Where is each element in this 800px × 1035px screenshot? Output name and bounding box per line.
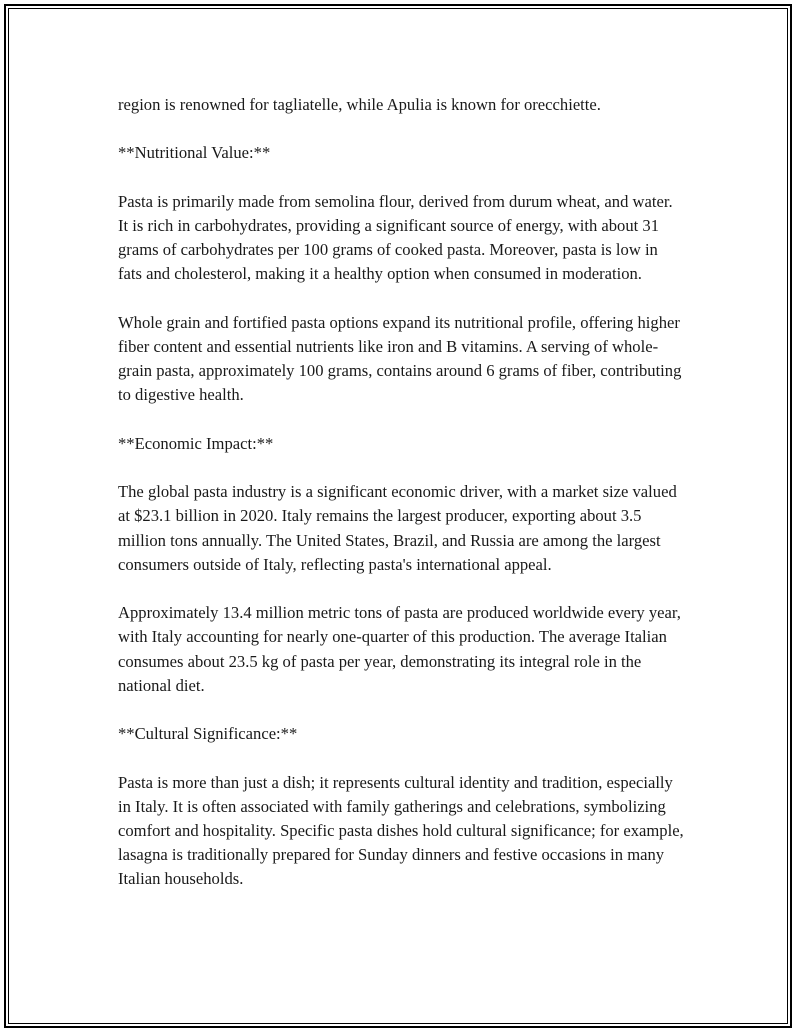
- paragraph-production: Approximately 13.4 million metric tons of pasta are produced worldwide every year, with Italy accounting for nearly one-quarter of this production. The average Italian consumes about 23.5 kg of pasta per year, demonstrating its integral role in the national diet.: [118, 603, 681, 695]
- paragraph-global-industry: The global pasta industry is a significant economic driver, with a market size valued at $23.1 billion in 2020. Italy remains the largest producer, exporting about 3.5 million tons annually. The United States, Brazil, and Russia are among the largest consumers outside of Italy, reflecting pasta's international appeal.: [118, 482, 677, 574]
- paragraph-nutrition-basics: Pasta is primarily made from semolina flour, derived from durum wheat, and water. It is rich in carbohydrates, providing a significant source of energy, with about 31 grams of carbohydrates per 100 grams of cooked pasta. Moreover, pasta is low in fats and cholesterol, making it a healthy option when consumed in moderation.: [118, 191, 673, 284]
- document-body: [118, 93, 684, 916]
- heading-nutritional-value: **Nutritional Value:**: [118, 143, 271, 163]
- paragraph-whole-grain: Whole grain and fortified pasta options expand its nutritional profile, offering higher fiber content and essential nutrients like iron and B vitamins. A serving of whole-grain pasta, approximately 100 grams, contains around 6 grams of fiber, contributing to digestive health.: [118, 312, 682, 405]
- paragraph-cultural-identity: Pasta is more than just a dish; it represents cultural identity and tradition, especially in Italy. It is often associated with family gatherings and celebrations, symbolizing comfort and hospitality. Specific pasta dishes hold cultural significance; for example, lasagna is traditionally prepared for Sunday dinners and festive occasions in many Italian households.: [118, 772, 684, 889]
- heading-cultural-significance: **Cultural Significance:**: [118, 724, 298, 744]
- heading-economic-impact: **Economic Impact:**: [118, 433, 274, 453]
- paragraph-region-pasta: region is renowned for tagliatelle, while Apulia is known for orecchiette.: [118, 95, 601, 114]
